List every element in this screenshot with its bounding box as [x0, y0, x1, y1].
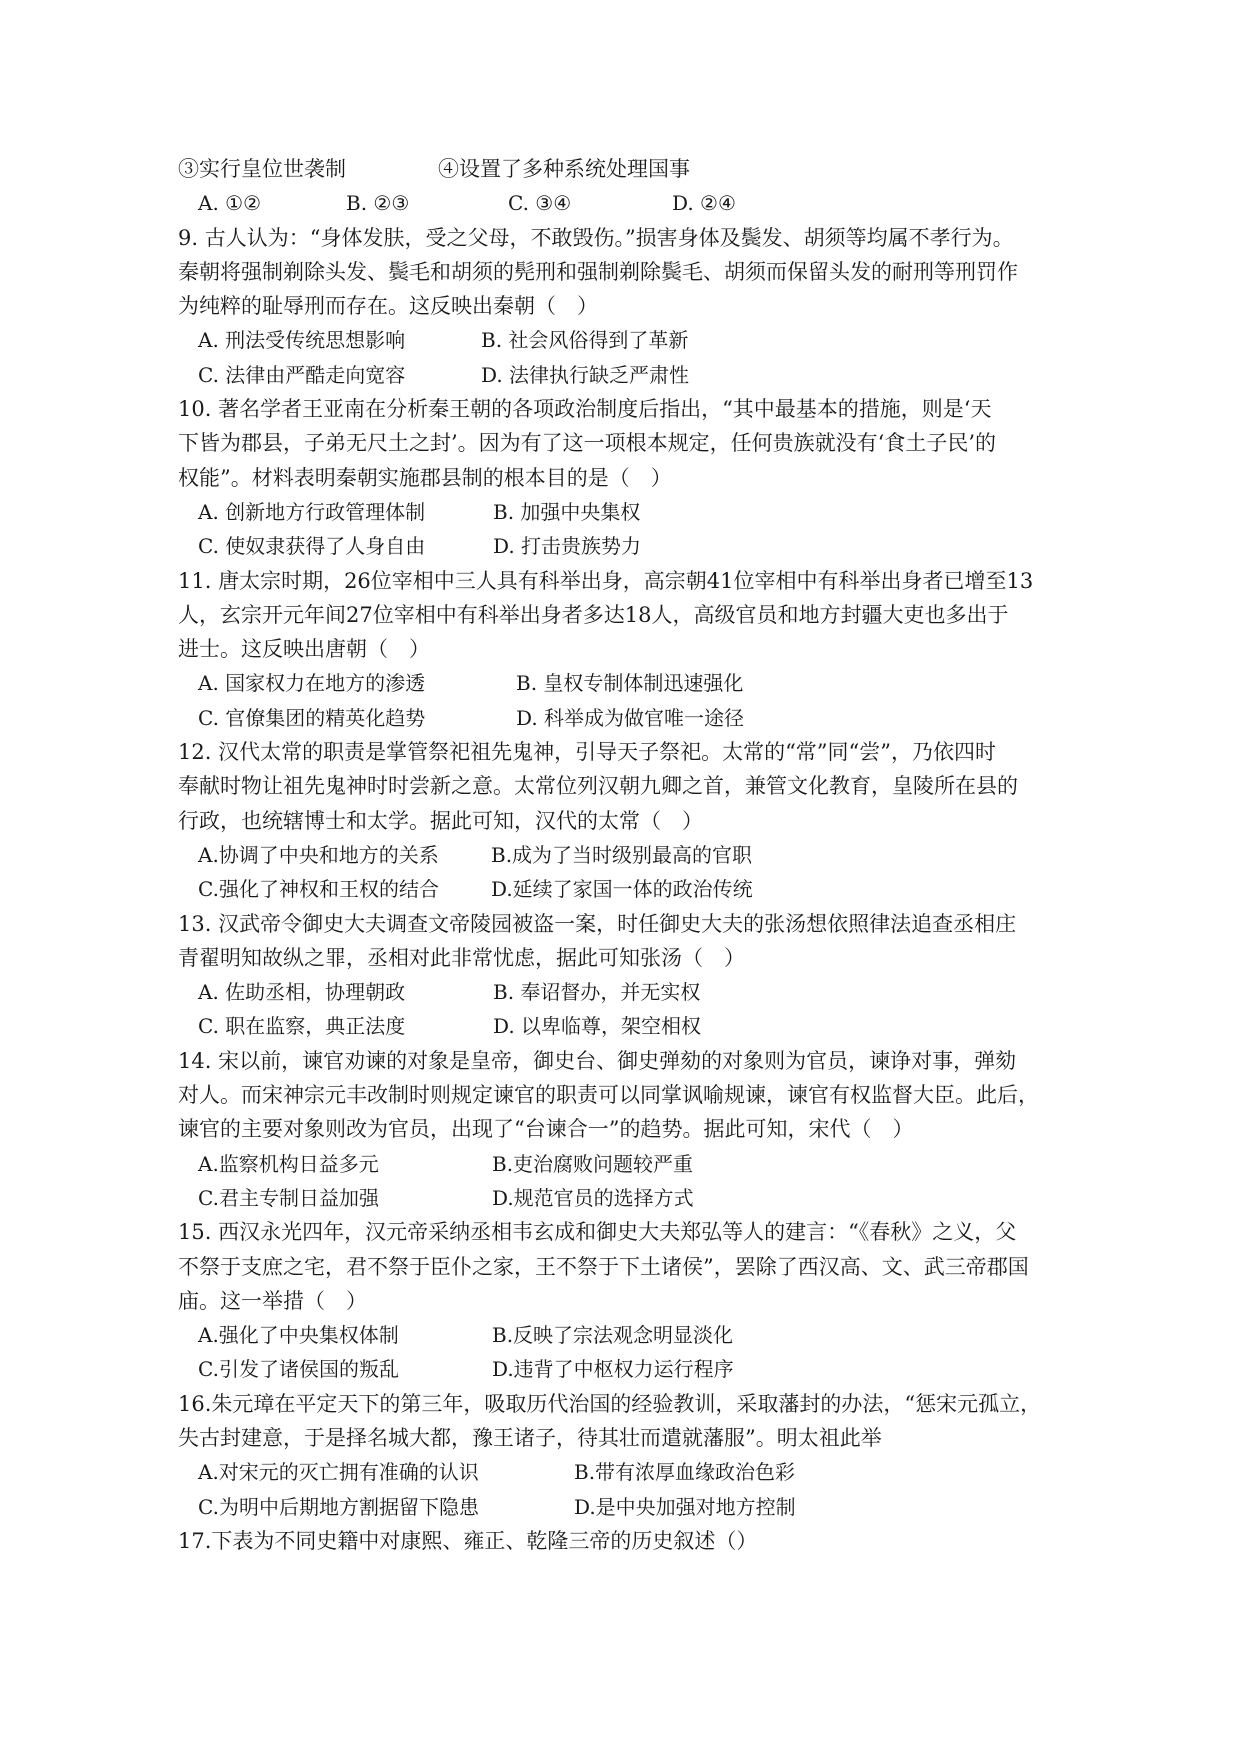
- question-15: [178, 1215, 1078, 1386]
- question-text-line: 对人。而宋神宗元丰改制时则规定谏官的职责可以同掌讽喻规谏，谏官有权监督大臣。此后，: [178, 1083, 1039, 1108]
- option-row: [178, 1009, 1078, 1043]
- question-text-line: 奉献时物让祖先鬼神时时尝新之意。太常位列汉朝九卿之首，兼管文化教育，皇陵所在县的: [178, 774, 1018, 799]
- option-row: [178, 358, 1078, 392]
- option-row: [178, 872, 1078, 906]
- option-d[interactable]: D. ②④: [672, 191, 736, 216]
- option-row: [178, 323, 1078, 357]
- question-text-line: 青翟明知故纵之罪，丞相对此非常忧虑，据此可知张汤（ ）: [178, 945, 745, 970]
- option-c[interactable]: C.强化了神权和王权的结合: [198, 877, 439, 902]
- question-text-line: 权能”。材料表明秦朝实施郡县制的根本目的是（ ）: [178, 465, 672, 490]
- option-a[interactable]: A. 佐助丞相，协理朝政: [198, 980, 406, 1005]
- option-row: [178, 1147, 1078, 1181]
- option-b[interactable]: B.吏治腐败问题较严重: [492, 1151, 694, 1176]
- option-b[interactable]: B.带有浓厚血缘政治色彩: [574, 1460, 796, 1485]
- option-d[interactable]: D.延续了家国一体的政治传统: [491, 877, 753, 902]
- question-text-line: 人，玄宗开元年间27位宰相中有科举出身者多达18人，高级官员和地方封疆大吏也多出于: [178, 602, 1009, 627]
- statement-3: ③实行皇位世袭制: [178, 157, 346, 181]
- question-text-line: 15. 西汉永光四年，汉元帝采纳丞相韦玄成和御史大夫郑弘等人的建言：“《春秋》之义，父: [178, 1220, 1017, 1245]
- document-page: [178, 152, 1078, 1558]
- q8-options: [178, 186, 1078, 220]
- question-text-line: 11. 唐太宗时期，26位宰相中三人具有科举出身，高宗朝41位宰相中有科举出身者已增至13: [178, 568, 1034, 593]
- option-b[interactable]: B. 加强中央集权: [493, 499, 641, 524]
- option-d[interactable]: D.规范官员的选择方式: [492, 1185, 694, 1210]
- question-text-line: 16.朱元璋在平定天下的第三年，吸取历代治国的经验教训，采取藩封的办法，“惩宋元孤立，: [178, 1391, 1042, 1416]
- option-a[interactable]: A. 刑法受传统思想影响: [198, 328, 406, 353]
- question-17: [178, 1524, 1078, 1558]
- option-c[interactable]: C. 使奴隶获得了人身自由: [198, 534, 426, 559]
- option-a[interactable]: A.强化了中央集权体制: [198, 1323, 399, 1348]
- option-a[interactable]: A. ①②: [198, 191, 262, 216]
- question-text-line: 10. 著名学者王亚南在分析秦王朝的各项政治制度后指出，“其中最基本的措施，则是‘天: [178, 397, 992, 422]
- option-d[interactable]: D. 科举成为做官唯一途径: [516, 705, 745, 730]
- question-text-line: 行政，也统辖博士和太学。据此可知，汉代的太常（ ）: [178, 808, 703, 833]
- option-row: [178, 529, 1078, 563]
- option-b[interactable]: B. ②③: [346, 191, 410, 216]
- option-c[interactable]: C.引发了诸侯国的叛乱: [198, 1357, 399, 1382]
- option-row: [178, 1318, 1078, 1352]
- question-text-line: 秦朝将强制剃除头发、鬓毛和胡须的髡刑和强制剃除鬓毛、胡须而保留头发的耐刑等刑罚作: [178, 259, 1018, 284]
- option-b[interactable]: B. 皇权专制体制迅速强化: [516, 671, 744, 696]
- option-d[interactable]: D. 打击贵族势力: [493, 534, 642, 559]
- question-9: [178, 221, 1078, 392]
- q8-statements: [178, 152, 1078, 186]
- question-11: [178, 564, 1078, 735]
- option-row: [178, 838, 1078, 872]
- question-text-line: 13. 汉武帝令御史大夫调查文帝陵园被盗一案，时任御史大夫的张汤想依照律法追查丞相庄: [178, 911, 1017, 936]
- option-a[interactable]: A. 创新地方行政管理体制: [198, 499, 426, 524]
- option-row: [178, 666, 1078, 700]
- question-text-line: 庙。这一举措（ ）: [178, 1288, 367, 1313]
- option-c[interactable]: C. 职在监察，典正法度: [198, 1014, 406, 1039]
- option-a[interactable]: A.协调了中央和地方的关系: [198, 842, 439, 867]
- option-row: [178, 1455, 1078, 1489]
- option-row: [178, 1181, 1078, 1215]
- option-b[interactable]: B.成为了当时级别最高的官职: [491, 842, 753, 867]
- option-a[interactable]: A. 国家权力在地方的渗透: [198, 671, 426, 696]
- option-c[interactable]: C. 法律由严酷走向宽容: [198, 362, 406, 387]
- question-text-line: 14. 宋以前，谏官劝谏的对象是皇帝，御史台、御史弹劾的对象则为官员，谏诤对事，弹劾: [178, 1048, 1017, 1073]
- question-8-tail: [178, 152, 1078, 221]
- option-row: [178, 701, 1078, 735]
- option-c[interactable]: C. ③④: [508, 191, 572, 216]
- question-text-line: 为纯粹的耻辱刑而存在。这反映出秦朝（ ）: [178, 294, 598, 319]
- option-c[interactable]: C.为明中后期地方割据留下隐患: [198, 1494, 479, 1519]
- option-row: [178, 975, 1078, 1009]
- question-text-line: 谏官的主要对象则改为官员，出现了“台谏合一”的趋势。据此可知，宋代（ ）: [178, 1117, 914, 1142]
- question-14: [178, 1044, 1078, 1215]
- question-16: [178, 1387, 1078, 1524]
- option-a[interactable]: A.对宋元的灭亡拥有准确的认识: [198, 1460, 479, 1485]
- question-text-line: 进士。这反映出唐朝（ ）: [178, 637, 430, 662]
- option-c[interactable]: C. 官僚集团的精英化趋势: [198, 705, 426, 730]
- option-row: [178, 1490, 1078, 1524]
- option-row: [178, 495, 1078, 529]
- option-c[interactable]: C.君主专制日益加强: [198, 1185, 379, 1210]
- question-10: [178, 392, 1078, 563]
- question-12: [178, 735, 1078, 906]
- option-b[interactable]: B.反映了宗法观念明显淡化: [492, 1323, 734, 1348]
- question-text-line: 失古封建意，于是择名城大都，豫王诸子，待其壮而遣就藩服”。明太祖此举: [178, 1425, 882, 1450]
- option-d[interactable]: D.违背了中枢权力运行程序: [492, 1357, 734, 1382]
- question-text-line: 12. 汉代太常的职责是掌管祭祀祖先鬼神，引导天子祭祀。太常的“常”同“尝”，乃依四时: [178, 740, 997, 765]
- option-d[interactable]: D.是中央加强对地方控制: [574, 1494, 796, 1519]
- option-row: [178, 1352, 1078, 1386]
- question-text-line: 9. 古人认为：“身体发肤，受之父母，不敢毁伤。”损害身体及鬓发、胡须等均属不孝行为。: [178, 225, 1014, 250]
- question-13: [178, 907, 1078, 1044]
- question-text-line: 17.下表为不同史籍中对康熙、雍正、乾隆三帝的历史叙述（）: [178, 1528, 758, 1553]
- option-a[interactable]: A.监察机构日益多元: [198, 1151, 379, 1176]
- option-d[interactable]: D. 以卑临尊，架空相权: [493, 1014, 702, 1039]
- option-b[interactable]: B. 社会风俗得到了革新: [481, 328, 689, 353]
- question-text-line: 不祭于支庶之宅，君不祭于臣仆之家，王不祭于下土诸侯”，罢除了西汉高、文、武三帝郡国: [178, 1254, 1029, 1279]
- option-b[interactable]: B. 奉诏督办，并无实权: [493, 980, 701, 1005]
- option-d[interactable]: D. 法律执行缺乏严肃性: [481, 362, 690, 387]
- question-text-line: 下皆为郡县，子弟无尺土之封’。因为有了这一项根本规定，任何贵族就没有‘食土子民’的: [178, 431, 997, 456]
- statement-4: ④设置了多种系统处理国事: [438, 157, 690, 181]
